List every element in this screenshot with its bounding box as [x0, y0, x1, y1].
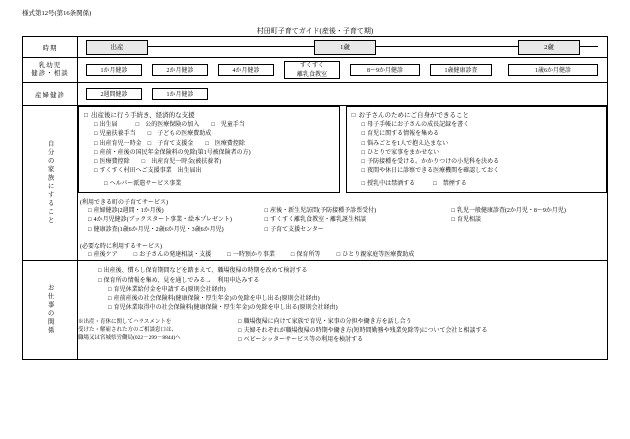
infant-checkup-row — [23, 58, 608, 83]
procedures-heading: □ 出産後に行う手続き、経済的な支援 — [84, 110, 334, 119]
maternal-checkup-row-label: 産婦健診 — [23, 83, 78, 106]
harassment-consult-note: ※出産・育休に関してハラスメントを 受けた・解雇された方のご相談窓口は、 職場又は宮城県労働局(022－299－8844)へ — [78, 318, 181, 342]
work-sub-item[interactable]: □ 育児休業給付金を申請する(原則会社経由) — [78, 286, 607, 295]
procedure-item[interactable]: □ 児童扶養手当 □ 子どもの医療費助成 — [84, 130, 334, 139]
service-item[interactable]: □ 子育て支援センター — [264, 226, 451, 235]
checkup-1month[interactable]: 1か月健診 — [86, 64, 142, 76]
child-care-item[interactable]: □ 悩みごとを1人で抱え込まない — [352, 140, 602, 149]
work-consult-block — [78, 318, 607, 346]
form-number: 様式第12号(第16条関係) — [22, 10, 92, 17]
services-list-row3 — [78, 226, 607, 235]
need-service-item[interactable]: □ 保育所等 — [291, 251, 321, 260]
maternal-checkup-cell — [78, 83, 608, 106]
child-care-item[interactable]: □ 母子手帳にお子さんの成長記録を書く — [352, 121, 602, 130]
procedure-item[interactable]: □ すくすく村田へご支援事業 出生届出 — [84, 167, 334, 176]
service-item[interactable]: □ 産後・新生児訪問(予防接種予診票受付) — [264, 207, 451, 216]
timeline-stage-age2: 2歳 — [518, 40, 580, 55]
checkup-age1-6month[interactable]: 1歳6か月健診 — [508, 64, 598, 76]
maternal-checkup-row — [23, 83, 608, 106]
child-care-box — [346, 106, 608, 193]
infant-checkup-cell — [78, 58, 608, 83]
service-item[interactable]: □ すくすく離乳食教室・離乳誕生相談 — [264, 216, 451, 225]
helper-dispatch-item[interactable]: □ ヘルパー派遣サービス事業 — [84, 180, 334, 189]
work-cell — [78, 261, 608, 360]
smoking-item[interactable]: □ 授乳中は禁酒する □ 禁煙する — [352, 180, 602, 189]
timeline-stage-age1: 1歳 — [314, 40, 376, 55]
need-service-item[interactable]: □ ひとり親家庭等医療費助成 — [337, 251, 415, 260]
maternal-checkup-pills — [78, 86, 607, 102]
checkup-weaning-class[interactable]: すくすく 離乳食教室 — [284, 61, 340, 79]
timeline-stage-birth: 出産 — [86, 40, 148, 55]
timeline-row — [23, 37, 608, 58]
timeline-track — [78, 37, 607, 57]
child-care-item[interactable]: □ ひとりで家事をまかせない — [352, 149, 602, 158]
work-item[interactable]: □ 保育所の情報を集め、見を通しでみる→ 利用申込みする — [78, 277, 607, 286]
work-consult-item[interactable]: □ ベビーシッターサービス等の利用を検討する — [238, 336, 607, 345]
maternal-checkup-1month[interactable]: 1か月健診 — [152, 88, 208, 100]
procedure-item[interactable]: □ 出生届 □ 公的医療保険の加入 □ 児童手当 — [84, 121, 334, 130]
work-sub-item[interactable]: □ 産前産後の社会保険料(健康保険・厚生年金)の免除を申し出る(原則会社経由) — [78, 295, 607, 304]
work-row-label: お仕事の関係 — [23, 261, 78, 360]
work-row — [23, 261, 608, 360]
work-consult-item[interactable]: □ 職場復帰に向けて家族で育児・家事の分担や働き方を話し合う — [238, 318, 607, 327]
need-service-item[interactable]: □ 産後ケア — [78, 251, 118, 260]
work-item[interactable]: □ 出産後、慣らし保育期間などを踏まえて、職場復帰の時期を改めて検討する — [78, 267, 607, 276]
services-title: (利用できる町の子育てサービス) — [80, 200, 168, 207]
child-care-item[interactable]: □ 予防接種を受ける。かかりつけの小児科を決める — [352, 158, 602, 167]
services-list-row2 — [78, 216, 607, 225]
self-care-row — [23, 106, 608, 261]
page-title: 村田町子育てガイド(産後・子育て期) — [256, 27, 374, 35]
maternal-checkup-2weeks[interactable]: 2週間健診 — [86, 88, 142, 100]
service-item[interactable]: □ 乳児一般健康診査(2か月児・8〜9か月児) — [451, 207, 607, 216]
procedures-box — [78, 106, 340, 193]
timeline-cell — [78, 37, 608, 58]
self-care-cell — [78, 106, 608, 261]
need-services-list — [78, 251, 607, 260]
checkup-age1[interactable]: 1歳健康診査 — [430, 64, 492, 76]
child-care-item[interactable]: □ 夜間や休日に診察できる医療機関を確認しておく — [352, 167, 602, 176]
need-services-title: (必要な時に利用するサービス) — [80, 243, 162, 250]
child-care-heading: □ お子さんのためにご自身ができること — [352, 110, 602, 119]
procedure-item[interactable]: □ 出産育児一時金 □ 子育て支援金 □ 医療費控除 — [84, 140, 334, 149]
service-item[interactable]: □ 育児相談 — [451, 216, 607, 225]
child-care-item[interactable]: □ 育児に関する情報を集める — [352, 130, 602, 139]
service-item[interactable]: □ 健康診査(1歳6か月児・2歳6か月児・3歳6か月児) — [78, 226, 264, 235]
need-service-item[interactable]: □ 一時預かり事業 — [227, 251, 275, 260]
checkup-8to9month[interactable]: 8〜9か月健診 — [350, 64, 420, 76]
self-care-boxes — [78, 106, 607, 193]
need-service-item[interactable]: □ お子さんの発達相談・支援 — [134, 251, 212, 260]
service-item[interactable]: □ 産婦健診(2週間・1か月後) — [78, 207, 264, 216]
infant-checkup-pills — [78, 61, 607, 79]
services-spacer — [451, 226, 607, 235]
procedure-item[interactable]: □ 産前・産後の国民年金保険料の免除(第1号被保険者の方) — [84, 149, 334, 158]
self-care-row-label: 自分の家族にすること — [23, 106, 78, 261]
service-item[interactable]: □ 4か月児健診(ブックスタート事業・絵本プレゼント) — [78, 216, 264, 225]
checkup-4month[interactable]: 4か月健診 — [218, 64, 274, 76]
procedure-item[interactable]: □ 医療費控除 □ 出産育児一時金(被扶養者) — [84, 158, 334, 167]
timeline-row-label: 時期 — [23, 37, 78, 58]
infant-checkup-row-label: 乳幼児 健診・相談 — [23, 58, 78, 83]
work-consult-item[interactable]: □ 夫婦それぞれが職場復帰の時期や働き方(短時間勤務や残業免除等)について会社と相談する — [238, 327, 607, 336]
work-sub-item[interactable]: □ 育児休業取得中の社会保険料(健康保険・厚生年金)の免除を申し出る(原則会社経由) — [78, 304, 607, 313]
checkup-2month[interactable]: 2か月健診 — [152, 64, 208, 76]
guide-table — [22, 36, 608, 360]
services-list-row1 — [78, 207, 607, 216]
